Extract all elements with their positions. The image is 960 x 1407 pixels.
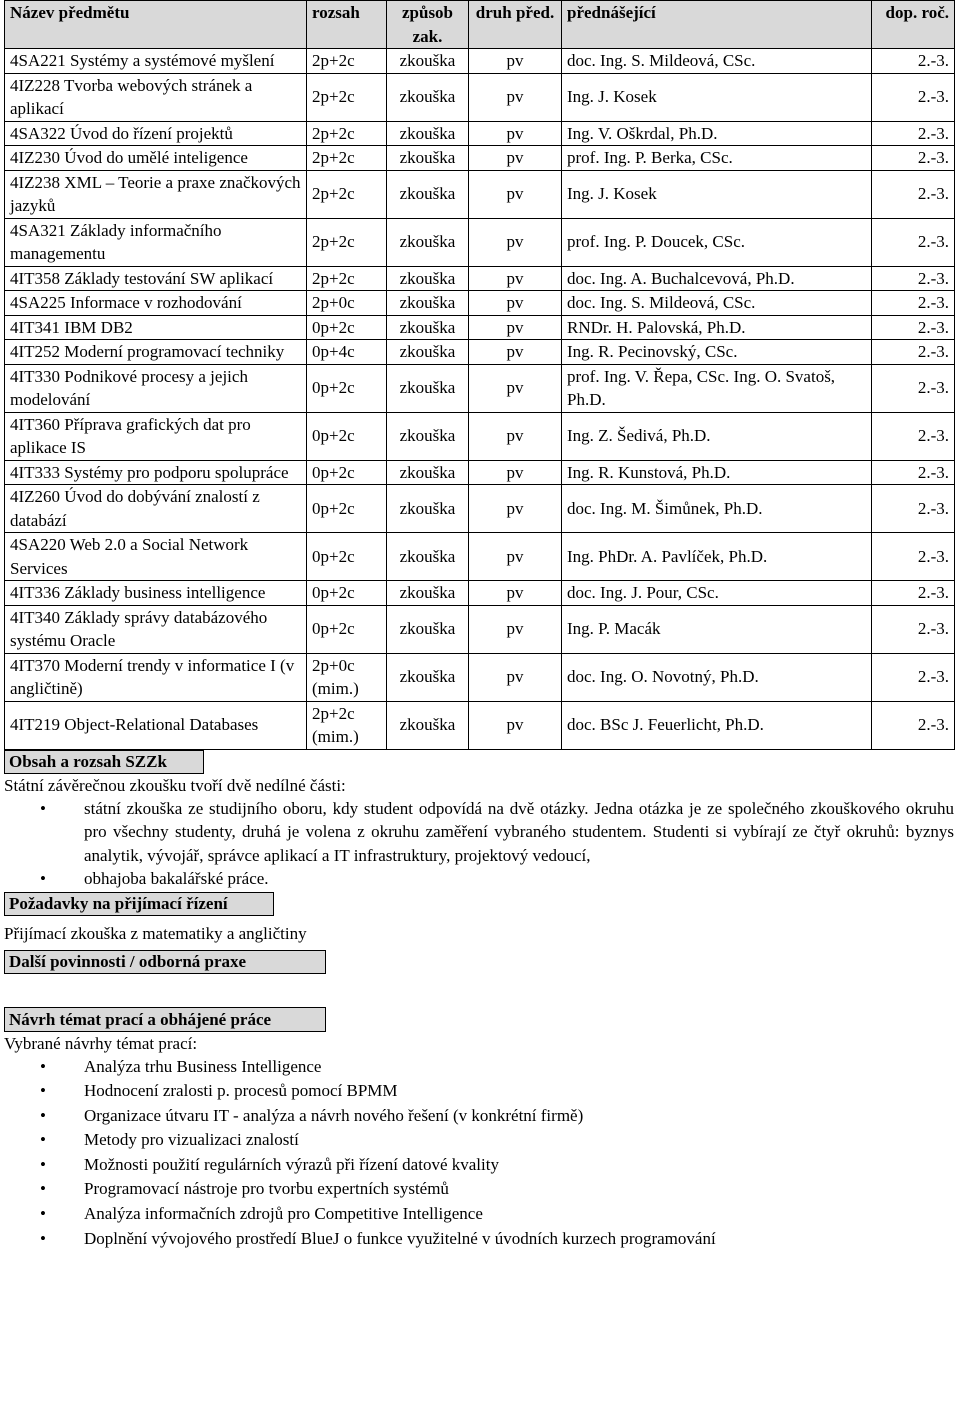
course-name: 4IT330 Podnikové procesy a jejich modelování xyxy=(5,364,307,412)
list-item: • Doplnění vývojového prostředí BlueJ o funkce využitelné v úvodních kurzech programování xyxy=(84,1227,954,1252)
course-scope: 0p+2c xyxy=(307,315,387,340)
topics-intro: Vybrané návrhy témat prací: xyxy=(4,1033,198,1053)
course-year: 2.-3. xyxy=(872,364,955,412)
course-type: pv xyxy=(469,533,562,581)
course-name: 4SA322 Úvod do řízení projektů xyxy=(5,121,307,146)
list-item: • státní zkouška ze studijního oboru, kdy student odpovídá na dvě otázky. Jedna otázka je ze společného zkouškového okruhu pro všechny studenty, druhá je volena z okruhu zaměření vybraného studentem. Studenti si vybírají ze čtyř okruhů: byznys analytik, vývojář, správce aplikací a IT infrastruktury, projektový vedoucí, xyxy=(84,797,954,868)
course-scope: 0p+2c xyxy=(307,533,387,581)
course-lecturer: prof. Ing. V. Řepa, CSc. Ing. O. Svatoš, Ph.D. xyxy=(562,364,872,412)
course-name: 4SA225 Informace v rozhodování xyxy=(5,291,307,316)
course-name: 4IZ230 Úvod do umělé inteligence xyxy=(5,146,307,171)
table-row xyxy=(5,315,955,340)
course-name: 4IT358 Základy testování SW aplikací xyxy=(5,266,307,291)
course-type: pv xyxy=(469,701,562,749)
course-type: pv xyxy=(469,121,562,146)
course-name: 4IT370 Moderní trendy v informatice I (v angličtině) xyxy=(5,653,307,701)
course-year: 2.-3. xyxy=(872,121,955,146)
course-completion: zkouška xyxy=(387,364,469,412)
table-row xyxy=(5,364,955,412)
course-completion: zkouška xyxy=(387,581,469,606)
course-lecturer: prof. Ing. P. Doucek, CSc. xyxy=(562,218,872,266)
szz-intro: Státní závěrečnou zkoušku tvoří dvě nedílné části: xyxy=(4,775,346,795)
topics-section xyxy=(4,1007,954,1252)
list-item: • Hodnocení zralosti p. procesů pomocí BPMM xyxy=(84,1079,954,1104)
table-row xyxy=(5,533,955,581)
course-name: 4IT333 Systémy pro podporu spolupráce xyxy=(5,460,307,485)
course-type: pv xyxy=(469,581,562,606)
course-lecturer: Ing. J. Kosek xyxy=(562,73,872,121)
course-type: pv xyxy=(469,315,562,340)
course-year: 2.-3. xyxy=(872,485,955,533)
course-type: pv xyxy=(469,485,562,533)
course-year: 2.-3. xyxy=(872,533,955,581)
table-row xyxy=(5,291,955,316)
course-name: 4IT340 Základy správy databázového systému Oracle xyxy=(5,605,307,653)
col-header-scope: rozsah xyxy=(307,1,387,49)
course-completion: zkouška xyxy=(387,653,469,701)
course-completion: zkouška xyxy=(387,605,469,653)
course-type: pv xyxy=(469,605,562,653)
course-lecturer: Ing. V. Oškrdal, Ph.D. xyxy=(562,121,872,146)
course-year: 2.-3. xyxy=(872,49,955,74)
table-row xyxy=(5,340,955,365)
course-completion: zkouška xyxy=(387,218,469,266)
list-item: • Metody pro vizualizaci znalostí xyxy=(84,1128,954,1153)
course-name: 4IZ228 Tvorba webových stránek a aplikací xyxy=(5,73,307,121)
admission-text: Přijímací zkouška z matematiky a angličtiny xyxy=(4,923,307,943)
duties-section xyxy=(4,950,954,974)
table-row xyxy=(5,460,955,485)
course-scope: 2p+2c xyxy=(307,266,387,291)
course-scope: 0p+2c xyxy=(307,460,387,485)
table-row xyxy=(5,581,955,606)
course-scope: 2p+2c xyxy=(307,146,387,171)
course-scope: 0p+2c xyxy=(307,412,387,460)
course-year: 2.-3. xyxy=(872,581,955,606)
list-item: • Programovací nástroje pro tvorbu expertních systémů xyxy=(84,1177,954,1202)
table-row xyxy=(5,701,955,749)
col-header-year: dop. roč. xyxy=(872,1,955,49)
course-scope: 0p+4c xyxy=(307,340,387,365)
course-year: 2.-3. xyxy=(872,605,955,653)
list-item: • obhajoba bakalářské práce. xyxy=(84,867,954,891)
col-header-lecturer: přednášející xyxy=(562,1,872,49)
course-completion: zkouška xyxy=(387,485,469,533)
table-header-row xyxy=(5,1,955,49)
szz-list xyxy=(4,797,954,891)
course-lecturer: Ing. PhDr. A. Pavlíček, Ph.D. xyxy=(562,533,872,581)
course-completion: zkouška xyxy=(387,340,469,365)
course-year: 2.-3. xyxy=(872,218,955,266)
course-lecturer: doc. Ing. S. Mildeová, CSc. xyxy=(562,49,872,74)
course-scope: 2p+2c xyxy=(307,121,387,146)
course-scope: 2p+2c xyxy=(307,73,387,121)
course-lecturer: Ing. P. Macák xyxy=(562,605,872,653)
course-name: 4IT336 Základy business intelligence xyxy=(5,581,307,606)
course-scope: 2p+2c xyxy=(307,170,387,218)
table-row xyxy=(5,49,955,74)
course-lecturer: doc. Ing. A. Buchalcevová, Ph.D. xyxy=(562,266,872,291)
course-scope: 0p+2c xyxy=(307,364,387,412)
course-year: 2.-3. xyxy=(872,340,955,365)
table-row xyxy=(5,412,955,460)
col-header-name: Název předmětu xyxy=(5,1,307,49)
course-lecturer: Ing. R. Pecinovský, CSc. xyxy=(562,340,872,365)
course-type: pv xyxy=(469,340,562,365)
course-lecturer: doc. Ing. O. Novotný, Ph.D. xyxy=(562,653,872,701)
course-year: 2.-3. xyxy=(872,412,955,460)
course-year: 2.-3. xyxy=(872,73,955,121)
course-scope: 2p+0c xyxy=(307,291,387,316)
course-type: pv xyxy=(469,218,562,266)
topics-heading: Návrh témat prací a obhájené práce xyxy=(4,1007,326,1032)
admission-heading: Požadavky na přijímací řízení xyxy=(4,892,274,916)
course-completion: zkouška xyxy=(387,412,469,460)
course-scope: 0p+2c xyxy=(307,605,387,653)
course-name: 4SA220 Web 2.0 a Social Network Services xyxy=(5,533,307,581)
topics-list xyxy=(4,1055,954,1252)
course-lecturer: Ing. R. Kunstová, Ph.D. xyxy=(562,460,872,485)
course-name: 4IZ238 XML – Teorie a praxe značkových jazyků xyxy=(5,170,307,218)
course-name: 4IT360 Příprava grafických dat pro aplikace IS xyxy=(5,412,307,460)
course-lecturer: Ing. Z. Šedivá, Ph.D. xyxy=(562,412,872,460)
course-year: 2.-3. xyxy=(872,266,955,291)
list-item: • Možnosti použití regulárních výrazů při řízení datové kvality xyxy=(84,1153,954,1178)
table-row xyxy=(5,170,955,218)
course-type: pv xyxy=(469,73,562,121)
course-type: pv xyxy=(469,364,562,412)
course-type: pv xyxy=(469,170,562,218)
table-row xyxy=(5,146,955,171)
course-year: 2.-3. xyxy=(872,170,955,218)
table-row xyxy=(5,218,955,266)
table-row xyxy=(5,485,955,533)
course-lecturer: doc. Ing. M. Šimůnek, Ph.D. xyxy=(562,485,872,533)
course-scope: 2p+2c xyxy=(307,49,387,74)
course-table xyxy=(4,0,955,750)
course-lecturer: doc. Ing. S. Mildeová, CSc. xyxy=(562,291,872,316)
course-completion: zkouška xyxy=(387,460,469,485)
course-lecturer: prof. Ing. P. Berka, CSc. xyxy=(562,146,872,171)
course-completion: zkouška xyxy=(387,533,469,581)
course-scope: 2p+2c xyxy=(307,218,387,266)
course-scope: 0p+2c xyxy=(307,581,387,606)
table-row xyxy=(5,73,955,121)
course-type: pv xyxy=(469,266,562,291)
course-completion: zkouška xyxy=(387,170,469,218)
course-name: 4IT252 Moderní programovací techniky xyxy=(5,340,307,365)
szz-section xyxy=(4,750,954,891)
course-type: pv xyxy=(469,653,562,701)
admission-section xyxy=(4,892,954,945)
table-row xyxy=(5,605,955,653)
course-year: 2.-3. xyxy=(872,701,955,749)
duties-heading: Další povinnosti / odborná praxe xyxy=(4,950,326,974)
course-name: 4IT341 IBM DB2 xyxy=(5,315,307,340)
list-item: • Analýza informačních zdrojů pro Competitive Intelligence xyxy=(84,1202,954,1227)
course-completion: zkouška xyxy=(387,701,469,749)
course-type: pv xyxy=(469,460,562,485)
course-completion: zkouška xyxy=(387,266,469,291)
course-scope: 0p+2c xyxy=(307,485,387,533)
course-year: 2.-3. xyxy=(872,653,955,701)
course-table-body xyxy=(5,49,955,750)
course-type: pv xyxy=(469,49,562,74)
course-lecturer: doc. BSc J. Feuerlicht, Ph.D. xyxy=(562,701,872,749)
course-name: 4IZ260 Úvod do dobývání znalostí z databází xyxy=(5,485,307,533)
szz-heading: Obsah a rozsah SZZk xyxy=(4,750,204,774)
course-completion: zkouška xyxy=(387,49,469,74)
course-year: 2.-3. xyxy=(872,460,955,485)
col-header-completion: způsob zak. xyxy=(387,1,469,49)
course-name: 4IT219 Object-Relational Databases xyxy=(5,701,307,749)
course-year: 2.-3. xyxy=(872,146,955,171)
course-completion: zkouška xyxy=(387,291,469,316)
course-lecturer: Ing. J. Kosek xyxy=(562,170,872,218)
course-lecturer: RNDr. H. Palovská, Ph.D. xyxy=(562,315,872,340)
table-row xyxy=(5,121,955,146)
course-completion: zkouška xyxy=(387,146,469,171)
course-scope: 2p+0c (mim.) xyxy=(307,653,387,701)
course-name: 4SA221 Systémy a systémové myšlení xyxy=(5,49,307,74)
course-type: pv xyxy=(469,146,562,171)
course-completion: zkouška xyxy=(387,73,469,121)
course-completion: zkouška xyxy=(387,121,469,146)
course-type: pv xyxy=(469,412,562,460)
course-year: 2.-3. xyxy=(872,291,955,316)
list-item: • Organizace útvaru IT - analýza a návrh nového řešení (v konkrétní firmě) xyxy=(84,1104,954,1129)
col-header-type: druh před. xyxy=(469,1,562,49)
course-scope: 2p+2c (mim.) xyxy=(307,701,387,749)
course-name: 4SA321 Základy informačního managementu xyxy=(5,218,307,266)
course-year: 2.-3. xyxy=(872,315,955,340)
table-row xyxy=(5,266,955,291)
course-type: pv xyxy=(469,291,562,316)
course-completion: zkouška xyxy=(387,315,469,340)
list-item: • Analýza trhu Business Intelligence xyxy=(84,1055,954,1080)
table-row xyxy=(5,653,955,701)
document-page xyxy=(4,0,954,1251)
course-lecturer: doc. Ing. J. Pour, CSc. xyxy=(562,581,872,606)
